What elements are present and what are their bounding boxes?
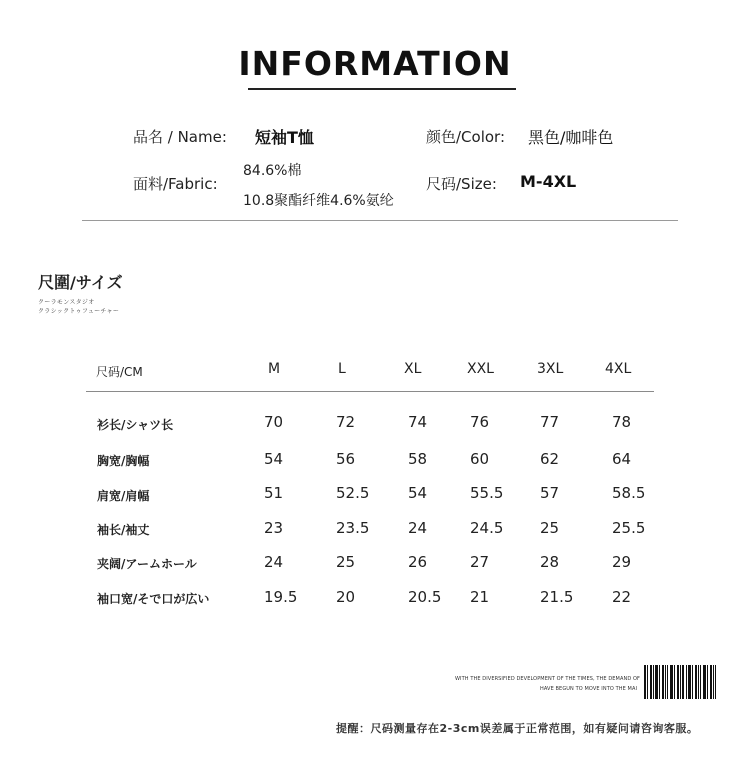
color-label: 颜色/Color: [426,128,506,146]
row-label: 胸宽/胸幅 [97,454,150,468]
section-title: 尺圍/サイズ [38,273,123,292]
section-subtitle-2: クラシックトゥフューチャー [38,308,120,315]
table-cell: 28 [540,553,560,571]
table-cell: 52.5 [336,484,370,502]
table-cell: 23 [264,519,284,537]
header-size-xl: XL [404,361,422,377]
table-cell: 23.5 [336,519,370,537]
table-cell: 26 [408,553,428,571]
header-size-m: M [268,361,281,377]
title-underline [248,88,516,90]
table-cell: 78 [612,413,632,431]
row-label: 肩宽/肩幅 [97,489,150,503]
barcode-icon [644,665,716,699]
size-label: 尺码/Size: [426,175,497,193]
color-value: 黑色/咖啡色 [528,128,614,147]
size-value: M-4XL [520,172,577,191]
table-cell: 20 [336,588,356,606]
table-cell: 72 [336,413,356,431]
table-cell: 56 [336,450,356,468]
footer-tagline-1: WITH THE DIVERSIFIED DEVELOPMENT OF THE TIMES, THE DEMAND OF [455,676,640,682]
table-cell: 24.5 [470,519,504,537]
table-cell: 25 [336,553,356,571]
name-value: 短袖T恤 [255,128,314,147]
footer-tagline-2: HAVE BEGUN TO MOVE INTO THE MAI [540,686,638,692]
table-cell: 74 [408,413,428,431]
header-size-3xl: 3XL [537,361,564,377]
table-cell: 25 [540,519,560,537]
table-cell: 27 [470,553,490,571]
table-cell: 24 [264,553,284,571]
table-cell: 70 [264,413,284,431]
table-cell: 58 [408,450,428,468]
info-divider [82,220,678,221]
table-cell: 55.5 [470,484,504,502]
page-title: INFORMATION [238,44,512,83]
table-cell: 22 [612,588,632,606]
table-cell: 62 [540,450,560,468]
table-cell: 51 [264,484,284,502]
fabric-line-1: 84.6%棉 [243,163,302,179]
table-header-rule [86,391,654,392]
table-cell: 57 [540,484,560,502]
table-cell: 21 [470,588,490,606]
table-cell: 20.5 [408,588,442,606]
table-cell: 54 [408,484,428,502]
table-cell: 25.5 [612,519,646,537]
row-label: 袖长/袖丈 [97,523,150,537]
name-label: 品名 / Name: [133,128,227,146]
size-disclaimer: 提醒：尺码测量存在2-3cm误差属于正常范围，如有疑问请咨询客服。 [336,722,699,735]
section-subtitle-1: クーラモンスタジオ [38,299,95,306]
table-cell: 29 [612,553,632,571]
header-size-xxl: XXL [467,361,494,377]
header-size-l: L [338,361,346,377]
table-cell: 60 [470,450,490,468]
row-label: 夹阔/アームホール [97,557,197,571]
fabric-line-2: 10.8聚酯纤维4.6%氨纶 [243,193,394,209]
table-cell: 21.5 [540,588,574,606]
table-cell: 24 [408,519,428,537]
table-cell: 58.5 [612,484,646,502]
header-unit: 尺码/CM [96,365,143,379]
row-label: 袖口宽/そで口が広い [97,592,210,606]
fabric-label: 面料/Fabric: [133,175,218,193]
table-cell: 77 [540,413,560,431]
table-cell: 54 [264,450,284,468]
row-label: 衫长/シャツ长 [97,418,174,432]
table-cell: 64 [612,450,632,468]
header-size-4xl: 4XL [605,361,632,377]
table-cell: 19.5 [264,588,298,606]
table-cell: 76 [470,413,490,431]
